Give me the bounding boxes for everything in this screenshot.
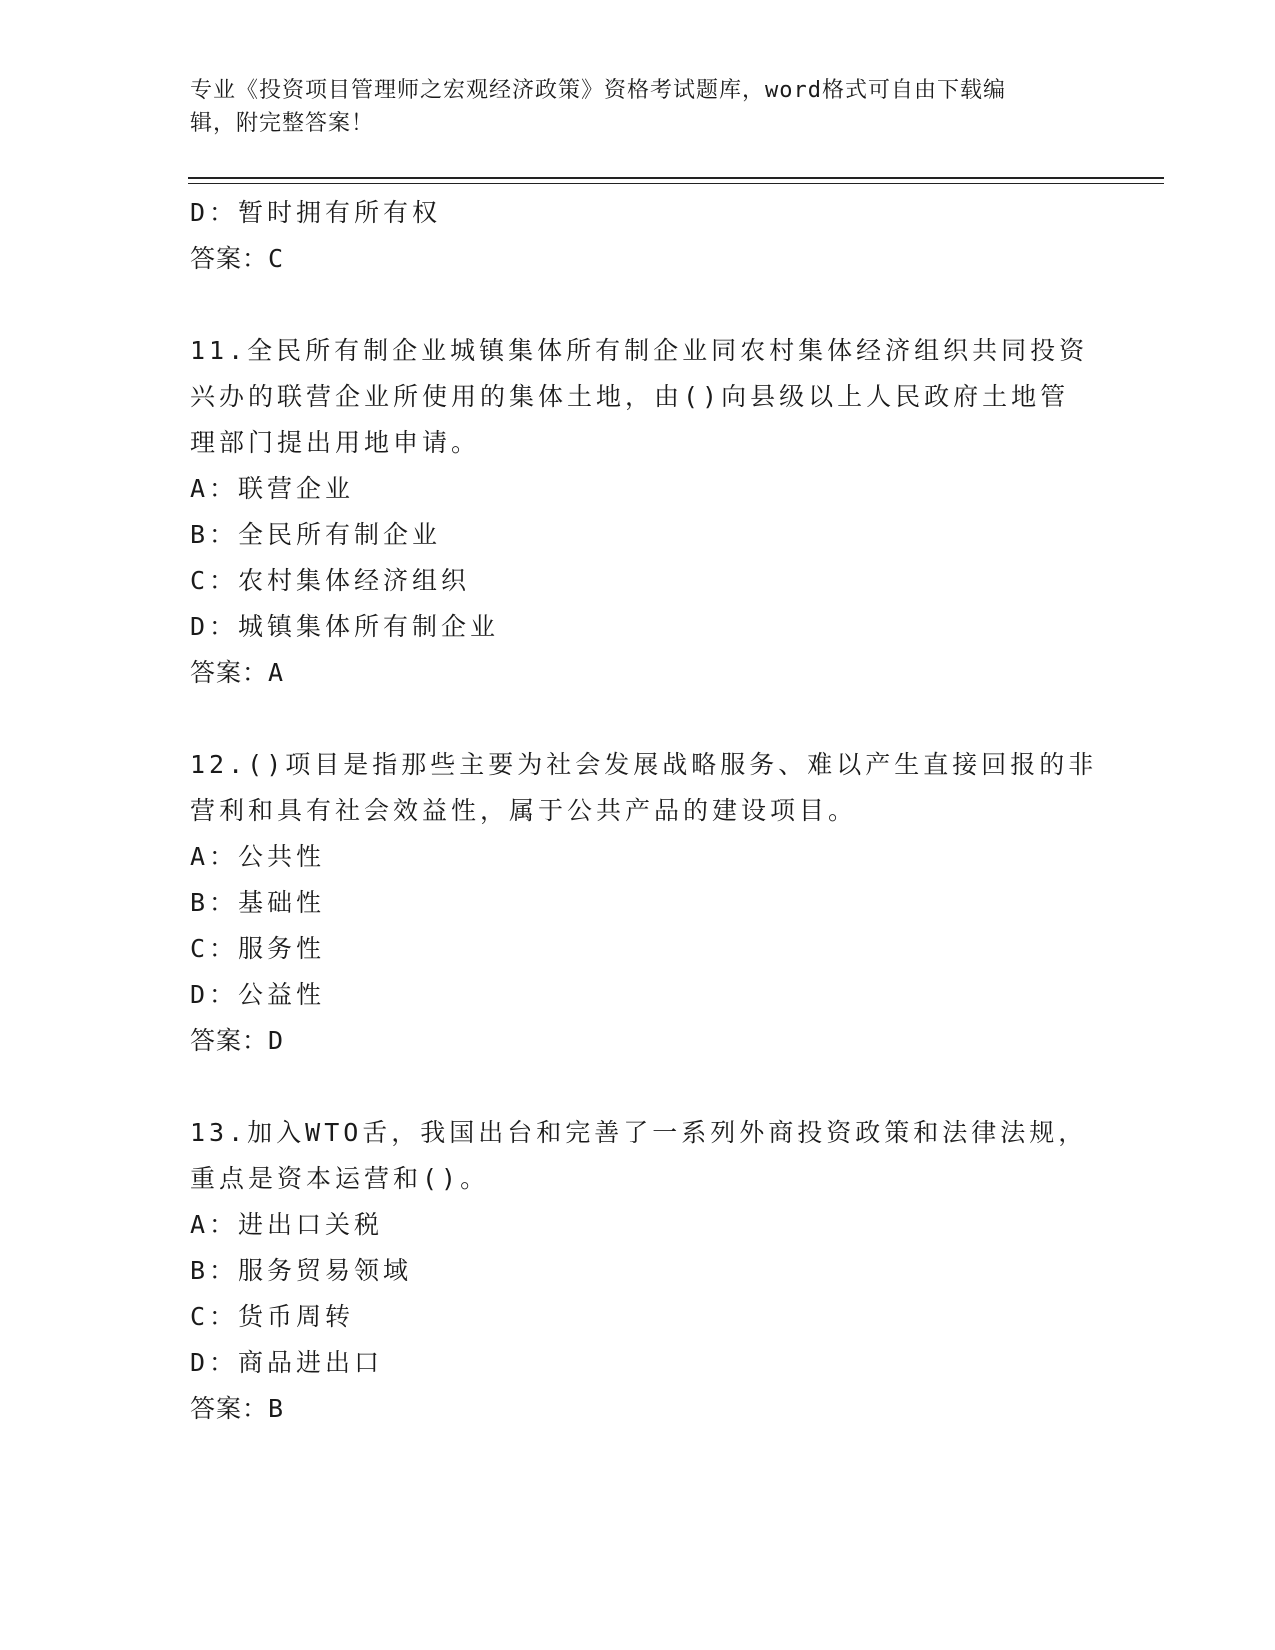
question-content xyxy=(190,190,1098,1432)
option-b: B：全民所有制企业 xyxy=(190,520,442,549)
answer: 答案：B xyxy=(190,1394,285,1423)
option-b: B：基础性 xyxy=(190,888,326,917)
page-header xyxy=(190,74,1090,140)
question-stem-line: 理部门提出用地申请。 xyxy=(190,428,481,457)
header-divider-top xyxy=(188,177,1164,179)
question-11 xyxy=(190,328,1090,696)
option-d: D：城镇集体所有制企业 xyxy=(190,612,500,641)
option-a: A：公共性 xyxy=(190,842,326,871)
option-c: C：服务性 xyxy=(190,934,326,963)
prev-option-d: D：暂时拥有所有权 xyxy=(190,198,442,227)
question-stem-line: 营利和具有社会效益性，属于公共产品的建设项目。 xyxy=(190,796,858,825)
header-line-1: 专业《投资项目管理师之宏观经济政策》资格考试题库，word格式可自由下载编 xyxy=(190,78,1006,103)
header-divider-bottom xyxy=(188,183,1164,184)
question-stem-line: 11.全民所有制企业城镇集体所有制企业同农村集体经济组织共同投资 xyxy=(190,336,1089,365)
header-line-2: 辑，附完整答案！ xyxy=(190,111,375,136)
option-d: D：公益性 xyxy=(190,980,326,1009)
option-c: C：货币周转 xyxy=(190,1302,355,1331)
spacer xyxy=(190,282,1090,328)
question-stem-line: 重点是资本运营和()。 xyxy=(190,1164,490,1193)
spacer xyxy=(190,696,1090,742)
question-stem-line: 兴办的联营企业所使用的集体土地，由()向县级以上人民政府土地管 xyxy=(190,382,1070,411)
answer: 答案：D xyxy=(190,1026,285,1055)
answer: 答案：A xyxy=(190,658,285,687)
option-c: C：农村集体经济组织 xyxy=(190,566,471,595)
option-a: A：进出口关税 xyxy=(190,1210,384,1239)
spacer xyxy=(190,1064,1090,1110)
question-stem-line: 13.加入WTO舌，我国出台和完善了一系列外商投资政策和法律法规， xyxy=(190,1118,1088,1147)
question-stem-line: 12.()项目是指那些主要为社会发展战略服务、难以产生直接回报的非 xyxy=(190,750,1098,779)
prev-answer: 答案：C xyxy=(190,244,285,273)
question-13 xyxy=(190,1110,1090,1432)
option-b: B：服务贸易领域 xyxy=(190,1256,413,1285)
question-12 xyxy=(190,742,1098,1064)
option-d: D：商品进出口 xyxy=(190,1348,384,1377)
option-a: A：联营企业 xyxy=(190,474,355,503)
